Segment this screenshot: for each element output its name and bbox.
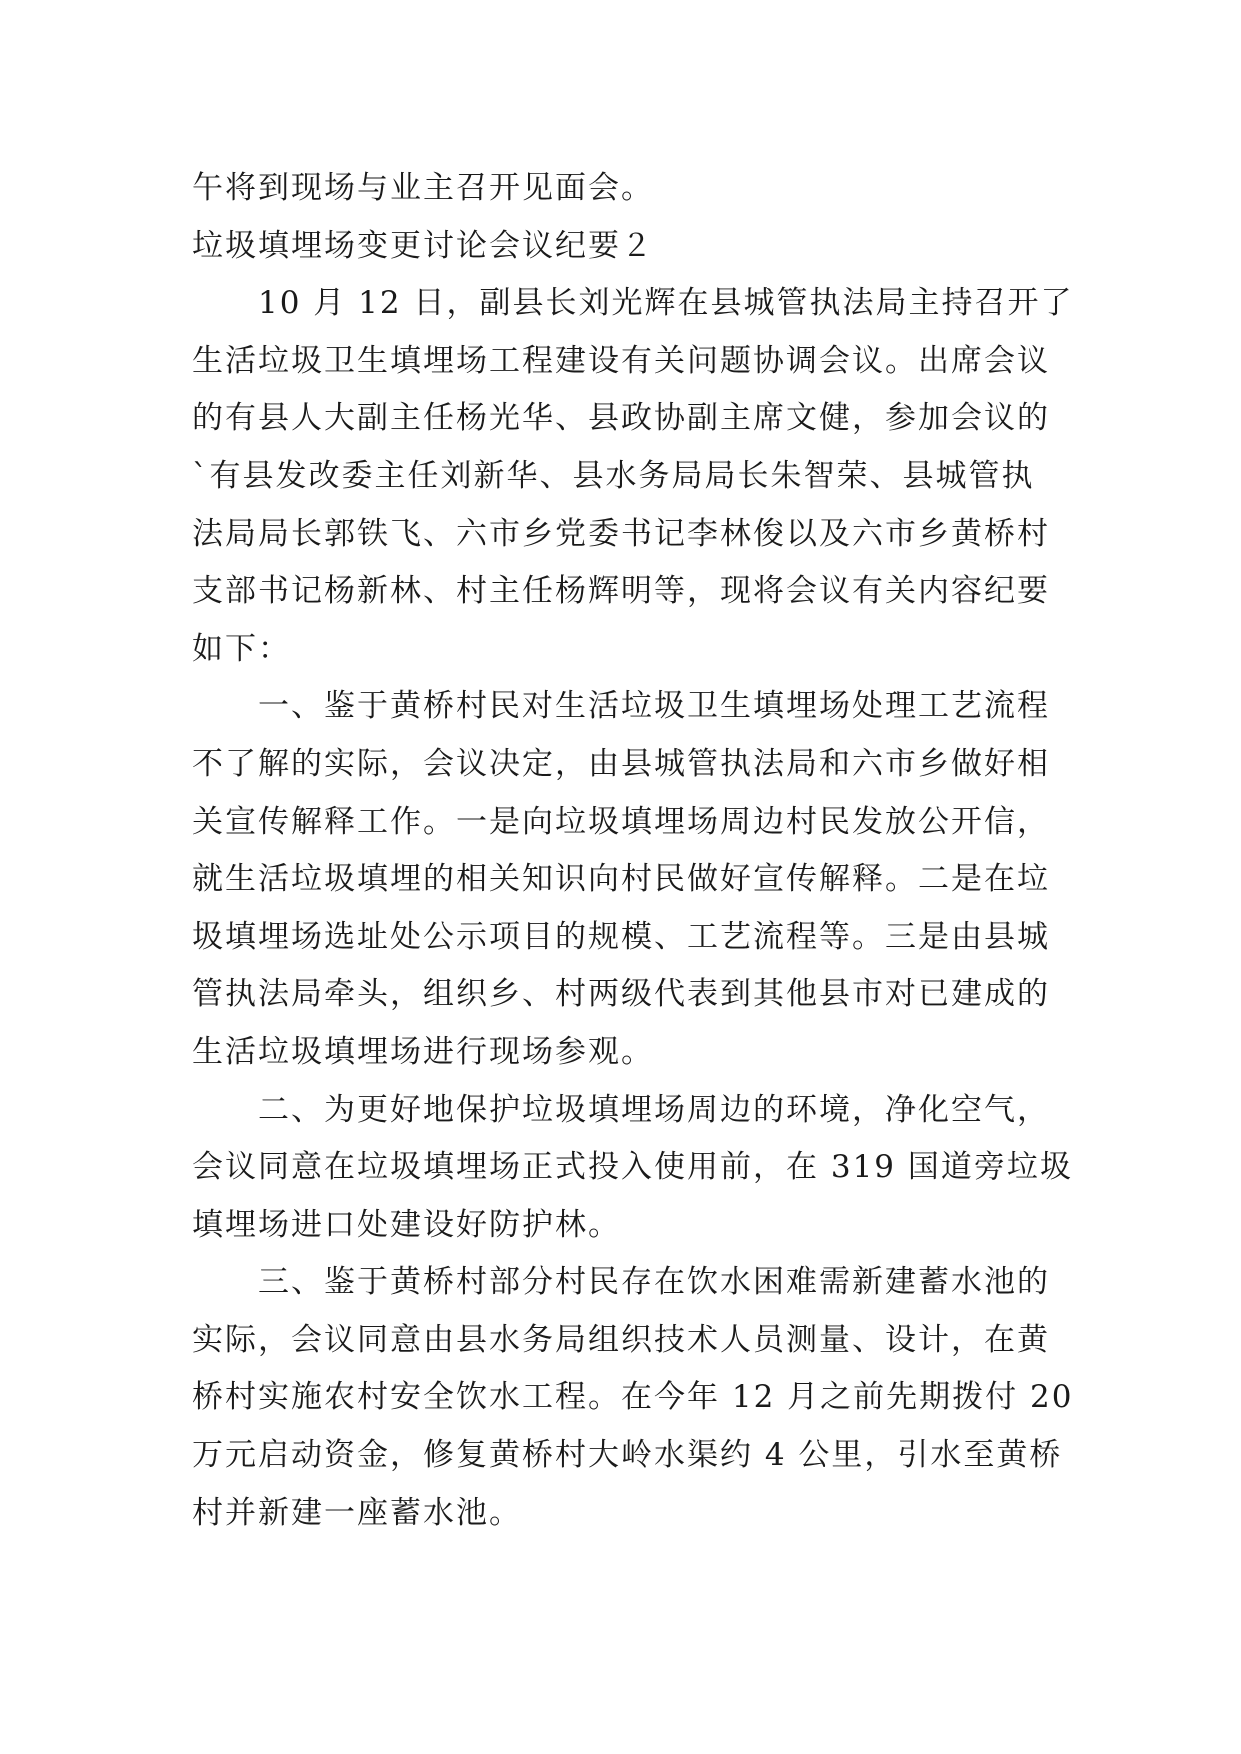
text-line: 二、为更好地保护垃圾填埋场周边的环境，净化空气， <box>192 1091 1050 1128</box>
text-line: 三、鉴于黄桥村部分村民存在饮水困难需新建蓄水池的 <box>192 1264 1050 1301</box>
text-line: 村并新建一座蓄水池。 <box>192 1494 522 1531</box>
text-line: 关宣传解释工作。一是向垃圾填埋场周边村民发放公开信， <box>192 803 1050 840</box>
text-line: 法局局长郭铁飞、六市乡党委书记李林俊以及六市乡黄桥村 <box>192 515 1050 552</box>
text-line: 生活垃圾填埋场进行现场参观。 <box>192 1033 654 1070</box>
text-line: 填埋场进口处建设好防护林。 <box>192 1206 621 1243</box>
text-line: 万元启动资金，修复黄桥村大岭水渠约 4 公里，引水至黄桥 <box>192 1437 1063 1474</box>
document-body <box>192 160 1074 1542</box>
text-line: 桥村实施农村安全饮水工程。在今年 12 月之前先期拨付 20 <box>192 1379 1074 1416</box>
text-line: 的有县人大副主任杨光华、县政协副主席文健，参加会议的 <box>192 400 1050 437</box>
section-heading: 垃圾填埋场变更讨论会议纪要２ <box>192 227 654 264</box>
text-line: 不了解的实际，会议决定，由县城管执法局和六市乡做好相 <box>192 745 1050 782</box>
text-line: 实际，会议同意由县水务局组织技术人员测量、设计，在黄 <box>192 1321 1050 1358</box>
text-line: 就生活垃圾填埋的相关知识向村民做好宣传解释。二是在垃 <box>192 861 1050 898</box>
text-line: 会议同意在垃圾填埋场正式投入使用前，在 319 国道旁垃圾 <box>192 1149 1073 1186</box>
text-line: 如下： <box>192 630 291 667</box>
text-line: 生活垃圾卫生填埋场工程建设有关问题协调会议。出席会议 <box>192 342 1050 379</box>
text-line: 午将到现场与业主召开见面会。 <box>192 170 654 206</box>
text-line: `有县发改委主任刘新华、县水务局局长朱智荣、县城管执 <box>192 457 1035 494</box>
text-line: 管执法局牵头，组织乡、村两级代表到其他县市对已建成的 <box>192 976 1050 1013</box>
text-line: 支部书记杨新林、村主任杨辉明等，现将会议有关内容纪要 <box>192 573 1050 610</box>
text-line: 10 月 12 日，副县长刘光辉在县城管执法局主持召开了 <box>192 285 1074 322</box>
text-line: 一、鉴于黄桥村民对生活垃圾卫生填埋场处理工艺流程 <box>192 688 1050 725</box>
text-line: 圾填埋场选址处公示项目的规模、工艺流程等。三是由县城 <box>192 918 1050 955</box>
